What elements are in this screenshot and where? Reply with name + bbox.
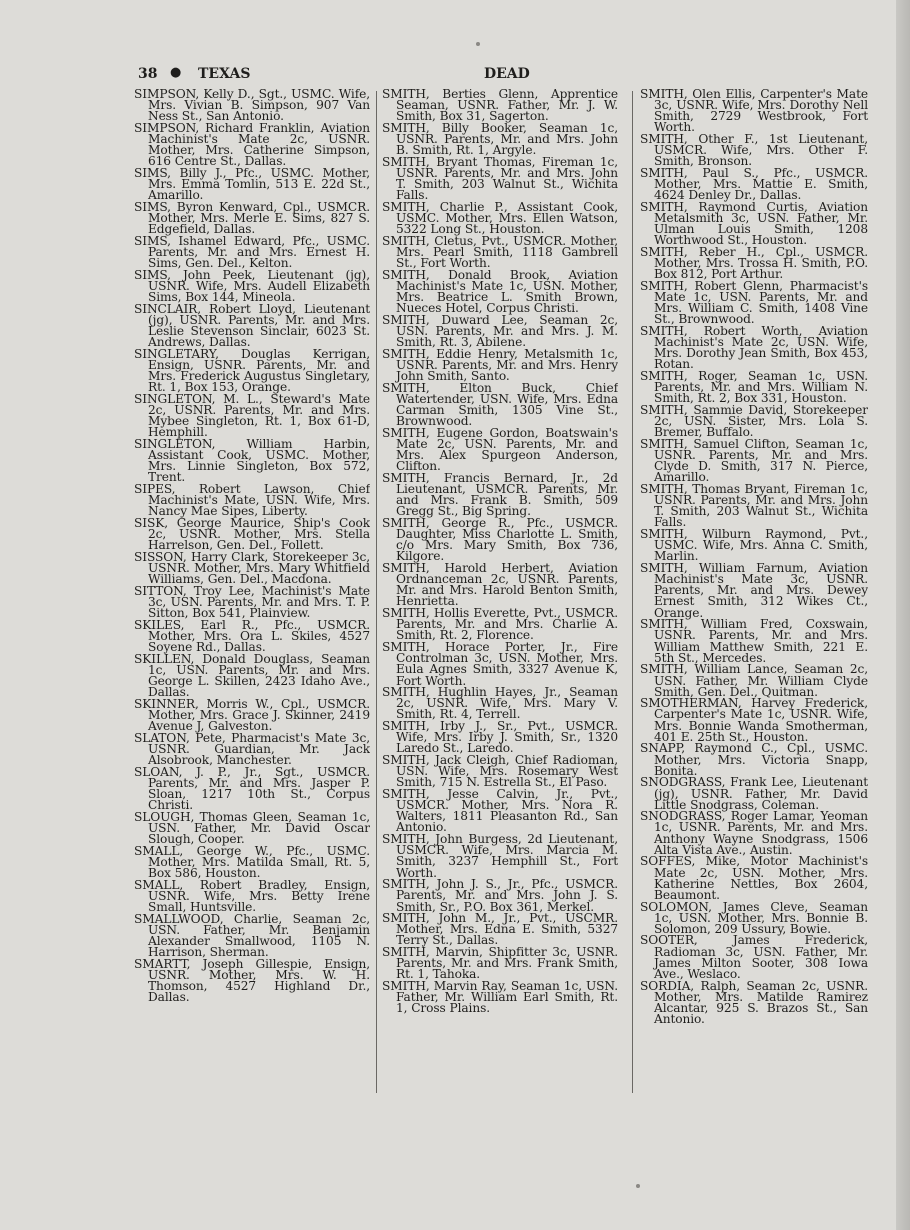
roster-entry: SMITH, William Fred, Coxswain, USNR. Parents, Mr. and Mrs. William Matthew Smith, 221 E. 5th St., Mercedes. xyxy=(640,617,868,665)
roster-entry: SIMPSON, Richard Franklin, Aviation Machinist's Mate 2c, USNR. Mother, Mrs. Catherine Simpson, 616 Centre St., Dallas. xyxy=(134,120,370,169)
roster-entry: SMITH, Jesse Calvin, Jr., Pvt., USMCR. Mother, Mrs. Nora R. Walters, 1811 Pleasanton Rd., San Antonio. xyxy=(382,787,618,835)
roster-entry: SMITH, William Lance, Seaman 2c, USN. Father, Mr. William Clyde Smith, Gen. Del., Quitman. xyxy=(640,662,868,699)
roster-entry: SKILES, Earl R., Pfc., USMCR. Mother, Mrs. Ora L. Skiles, 4527 Soyene Rd., Dallas. xyxy=(134,618,370,655)
roster-entry: SIMS, Byron Kenward, Cpl., USMCR. Mother, Mrs. Merle E. Sims, 827 S. Edgefield, Dallas. xyxy=(134,200,370,237)
roster-entry: SMALL, George W., Pfc., USMC. Mother, Mrs. Matilda Small, Rt. 5, Box 586, Houston. xyxy=(134,844,370,881)
roster-entry: SMITH, Jack Cleigh, Chief Radioman, USN. Wife, Mrs. Rosemary West Smith, 715 N. Estrella St., El Paso. xyxy=(382,753,618,790)
roster-entry: SMITH, Eugene Gordon, Boatswain's Mate 2c, USN. Parents, Mr. and Mrs. Alex Spurgeon Anderson, Clifton. xyxy=(382,426,618,474)
roster-entry: SMALL, Robert Bradley, Ensign, USNR. Wife, Mrs. Betty Irene Small, Huntsville. xyxy=(134,878,370,915)
roster-entry: SMITH, Horace Porter, Jr., Fire Controlman 3c, USN. Mother, Mrs. Eula Agnes Smith, 3327 Avenue K, Fort Worth. xyxy=(382,640,618,688)
roster-entry: SINGLETON, M. L., Steward's Mate 2c, USNR. Parents, Mr. and Mrs. Mybee Singleton, Rt. 1, Box 61-D, Hemphill. xyxy=(134,392,370,440)
roster-entry: SKILLEN, Donald Douglass, Seaman 1c, USN. Parents, Mr. and Mrs. George L. Skillen, 2423 Idaho Ave., Dallas. xyxy=(134,652,370,700)
roster-entry: SMITH, Hollis Everette, Pvt., USMCR. Parents, Mr. and Mrs. Charlie A. Smith, Rt. 2, Florence. xyxy=(382,606,618,643)
roster-entry: SMITH, John M., Jr., Pvt., USCMR. Mother, Mrs. Edna E. Smith, 5327 Terry St., Dallas. xyxy=(382,911,618,948)
roster-entry: SMITH, Elton Buck, Chief Watertender, USN. Wife, Mrs. Edna Carman Smith, 1305 Vine St., Brownwood. xyxy=(382,380,618,429)
roster-entry: SMITH, Bryant Thomas, Fireman 1c, USNR. Parents, Mr. and Mrs. John T. Smith, 203 Walnut St., Wichita Falls. xyxy=(382,154,618,203)
roster-entry: SLOAN, J. P., Jr., Sgt., USMCR. Parents, Mr. and Mrs. Jasper P. Sloan, 1217 10th St., Corpus Christi. xyxy=(134,765,370,813)
roster-entry: SMITH, John J. S., Jr., Pfc., USMCR. Parents, Mr. and Mrs. John J. S. Smith, Sr., P.O. Box 361, Merkel. xyxy=(382,877,618,914)
roster-entry: SLOUGH, Thomas Gleen, Seaman 1c, USN. Father, Mr. David Oscar Slough, Cooper. xyxy=(134,810,370,847)
roster-entry: SMARTT, Joseph Gillespie, Ensign, USNR. Mother, Mrs. W. H. Thomson, 4527 Highland Dr., Dallas. xyxy=(134,957,370,1005)
roster-entry: SMITH, Reber H., Cpl., USMCR. Mother, Mrs. Trossa H. Smith, P.O. Box 812, Port Arthur. xyxy=(640,245,868,282)
roster-entry: SMITH, Berties Glenn, Apprentice Seaman, USNR. Father, Mr. J. W. Smith, Box 31, Sagerton. xyxy=(382,89,618,124)
roster-entry: SMITH, Eddie Henry, Metalsmith 1c, USNR. Parents, Mr. and Mrs. Henry John Smith, Santo. xyxy=(382,346,618,384)
roster-entry: SMOTHERMAN, Harvey Frederick, Carpenter's Mate 1c, USNR. Wife, Mrs. Bonnie Wanda Smotherman, 401 E. 25th St., Houston. xyxy=(640,696,868,744)
roster-entry: SOFFES, Mike, Motor Machinist's Mate 2c, USN. Mother, Mrs. Katherine Nettles, Box 2604, Beaumont. xyxy=(640,854,868,902)
roster-entry: SIMS, Ishamel Edward, Pfc., USMC. Parents, Mr. and Mrs. Ernest H. Sims, Gen. Del., Kelton. xyxy=(134,233,370,271)
roster-entry: SMITH, Thomas Bryant, Fireman 1c, USNR. Parents, Mr. and Mrs. John T. Smith, 203 Walnut St., Wichita Falls. xyxy=(640,482,868,530)
roster-entry: SMITH, Billy Booker, Seaman 1c, USNR. Parents, Mr. and Mrs. John B. Smith, Rt. 1, Argyle. xyxy=(382,120,618,158)
roster-entry: SMITH, Robert Glenn, Pharmacist's Mate 1c, USN. Parents, Mr. and Mrs. William C. Smith, 1408 Vine St., Brownwood. xyxy=(640,279,868,327)
page-edge-shadow xyxy=(896,0,910,1230)
roster-entry: SLATON, Pete, Pharmacist's Mate 3c, USNR. Guardian, Mr. Jack Alsobrook, Manchester. xyxy=(134,731,370,768)
roster-entry: SMITH, Olen Ellis, Carpenter's Mate 3c, USNR. Wife, Mrs. Dorothy Nell Smith, 2729 Westbrook, Fort Worth. xyxy=(640,89,868,135)
roster-entry: SISK, George Maurice, Ship's Cook 2c, USNR. Mother, Mrs. Stella Harrelson, Gen. Del., Follett. xyxy=(134,516,370,553)
roster-entry: SMITH, Sammie David, Storekeeper 2c, USN. Sister, Mrs. Lola S. Bremer, Buffalo. xyxy=(640,403,868,440)
roster-entry: SIMS, Billy J., Pfc., USMC. Mother, Mrs. Emma Tomlin, 513 E. 22d St., Amarillo. xyxy=(134,166,370,203)
paper-speck xyxy=(636,1184,640,1188)
roster-entry: SMITH, John Burgess, 2d Lieutenant, USMCR. Wife, Mrs. Marcia M. Smith, 3237 Hemphill St., Fort Worth. xyxy=(382,832,618,880)
roster-entry: SMITH, Hughlin Hayes, Jr., Seaman 2c, USNR. Wife, Mrs. Mary V. Smith, Rt. 4, Terrell. xyxy=(382,685,618,722)
roster-entry: SMITH, William Farnum, Aviation Machinist's Mate 3c, USNR. Parents, Mr. and Mrs. Dewey Ernest Smith, 312 Wikes Ct., Orange. xyxy=(640,561,868,620)
column-2 xyxy=(382,89,618,1099)
roster-entry: SMITH, Wilburn Raymond, Pvt., USMC. Wife, Mrs. Anna C. Smith, Marlin. xyxy=(640,527,868,564)
roster-entry: SNAPP, Raymond C., Cpl., USMC. Mother, Mrs. Victoria Snapp, Bonita. xyxy=(640,741,868,778)
roster-entry: SMITH, Paul S., Pfc., USMCR. Mother, Mrs. Mattie E. Smith, 4624 Denley Dr., Dallas. xyxy=(640,166,868,203)
roster-entry: SMITH, Raymond Curtis, Aviation Metalsmith 3c, USN. Father, Mr. Ulman Louis Smith, 1208 Worthwood St., Houston. xyxy=(640,200,868,248)
roster-entry: SINGLETARY, Douglas Kerrigan, Ensign, USNR. Parents, Mr. and Mrs. Frederick Augustus Singletary, Rt. 1, Box 153, Orange. xyxy=(134,346,370,395)
roster-entry: SMITH, George R., Pfc., USMCR. Daughter, Miss Charlotte L. Smith, c/o Mrs. Mary Smith, Box 736, Kilgore. xyxy=(382,516,618,564)
roster-entry: SORDIA, Ralph, Seaman 2c, USNR. Mother, Mrs. Matilde Ramirez Alcantar, 925 S. Brazos St., San Antonio. xyxy=(640,978,868,1026)
column-3 xyxy=(640,89,868,1099)
roster-entry: SMITH, Francis Bernard, Jr., 2d Lieutenant, USMCR. Parents, Mr. and Mrs. Frank B. Smith, 509 Gregg St., Big Spring. xyxy=(382,471,618,519)
roster-entry: SINGLETON, William Harbin, Assistant Cook, USMC. Mother, Mrs. Linnie Singleton, Box 572, Trent. xyxy=(134,437,370,485)
roster-entry: SISSON, Harry Clark, Storekeeper 3c, USNR. Mother, Mrs. Mary Whitfield Williams, Gen. Del., Macdona. xyxy=(134,550,370,587)
section-heading: DEAD xyxy=(484,66,530,82)
roster-columns xyxy=(134,89,869,1104)
roster-entry: SKINNER, Morris W., Cpl., USMCR. Mother, Mrs. Grace J. Skinner, 2419 Avenue J, Galveston. xyxy=(134,697,370,734)
column-divider xyxy=(376,91,377,1093)
roster-entry: SMITH, Marvin, Shipfitter 3c, USNR. Parents, Mr. and Mrs. Frank Smith, Rt. 1, Tahoka. xyxy=(382,945,618,982)
roster-entry: SMITH, Robert Worth, Aviation Machinist's Mate 2c, USN. Wife, Mrs. Dorothy Jean Smith, Box 453, Rotan. xyxy=(640,324,868,372)
state-heading: TEXAS xyxy=(198,66,251,82)
roster-entry: SOOTER, James Frederick, Radioman 3c, USN. Father, Mr. James Milton Sooter, 308 Iowa Ave., Weslaco. xyxy=(640,933,868,981)
roster-entry: SITTON, Troy Lee, Machinist's Mate 3c, USN. Parents, Mr. and Mrs. T. P. Sitton, Box 541, Plainview. xyxy=(134,584,370,621)
roster-entry: SNODGRASS, Frank Lee, Lieutenant (jg), USNR. Father, Mr. David Little Snodgrass, Coleman. xyxy=(640,775,868,812)
page-number: 38 xyxy=(138,66,158,82)
roster-entry: SMITH, Duward Lee, Seaman 2c, USN. Parents, Mr. and Mrs. J. M. Smith, Rt. 3, Abilene. xyxy=(382,313,618,350)
column-divider xyxy=(632,91,633,1093)
roster-entry: SINCLAIR, Robert Lloyd, Lieutenant (jg), USNR. Parents, Mr. and Mrs. Leslie Stevenson Sinclair, 6023 St. Andrews, Dallas. xyxy=(134,301,370,350)
roster-entry: SNODGRASS, Roger Lamar, Yeoman 1c, USNR. Parents, Mr. and Mrs. Anthony Wayne Snodgrass, 1506 Alta Vista Ave., Austin. xyxy=(640,809,868,857)
roster-entry: SMITH, Donald Brook, Aviation Machinist's Mate 1c, USN. Mother, Mrs. Beatrice L. Smith Brown, Nueces Hotel, Corpus Christi. xyxy=(382,267,618,316)
column-1 xyxy=(134,89,370,1099)
roster-entry: SMITH, Harold Herbert, Aviation Ordnanceman 2c, USNR. Parents, Mr. and Mrs. Harold Benton Smith, Henrietta. xyxy=(382,561,618,609)
bullet-separator: ● xyxy=(170,65,182,80)
roster-entry: SMITH, Roger, Seaman 1c, USN. Parents, Mr. and Mrs. William N. Smith, Rt. 2, Box 331, Houston. xyxy=(640,369,868,406)
page-header xyxy=(138,66,868,86)
roster-entry: SMITH, Marvin Ray, Seaman 1c, USN. Father, Mr. William Earl Smith, Rt. 1, Cross Plains. xyxy=(382,979,618,1016)
roster-entry: SIMPSON, Kelly D., Sgt., USMC. Wife, Mrs. Vivian B. Simpson, 907 Van Ness St., San Antonio. xyxy=(134,89,370,124)
roster-entry: SIPES, Robert Lawson, Chief Machinist's Mate, USN. Wife, Mrs. Nancy Mae Sipes, Liberty. xyxy=(134,482,370,519)
roster-entry: SMITH, Other F., 1st Lieutenant, USMCR. Wife, Mrs. Other F. Smith, Bronson. xyxy=(640,132,868,169)
roster-entry: SMITH, Charlie P., Assistant Cook, USMC. Mother, Mrs. Ellen Watson, 5322 Long St., Houston. xyxy=(382,200,618,237)
roster-entry: SMITH, Cletus, Pvt., USMCR. Mother, Mrs. Pearl Smith, 1118 Gambrell St., Fort Worth. xyxy=(382,233,618,271)
roster-entry: SOLOMON, James Cleve, Seaman 1c, USN. Mother, Mrs. Bonnie B. Solomon, 209 Ussury, Bowie. xyxy=(640,899,868,936)
paper-speck xyxy=(476,42,480,46)
roster-entry: SIMS, John Peek, Lieutenant (jg), USNR. Wife, Mrs. Audell Elizabeth Sims, Box 144, Mineola. xyxy=(134,267,370,305)
roster-entry: SMITH, Irby J., Sr., Pvt., USMCR. Wife, Mrs. Irby J. Smith, Sr., 1320 Laredo St., Laredo. xyxy=(382,719,618,756)
roster-entry: SMALLWOOD, Charlie, Seaman 2c, USN. Father, Mr. Benjamin Alexander Smallwood, 1105 N. Harrison, Sherman. xyxy=(134,911,370,960)
roster-entry: SMITH, Samuel Clifton, Seaman 1c, USNR. Parents, Mr. and Mrs. Clyde D. Smith, 317 N. Pierce, Amarillo. xyxy=(640,437,868,485)
